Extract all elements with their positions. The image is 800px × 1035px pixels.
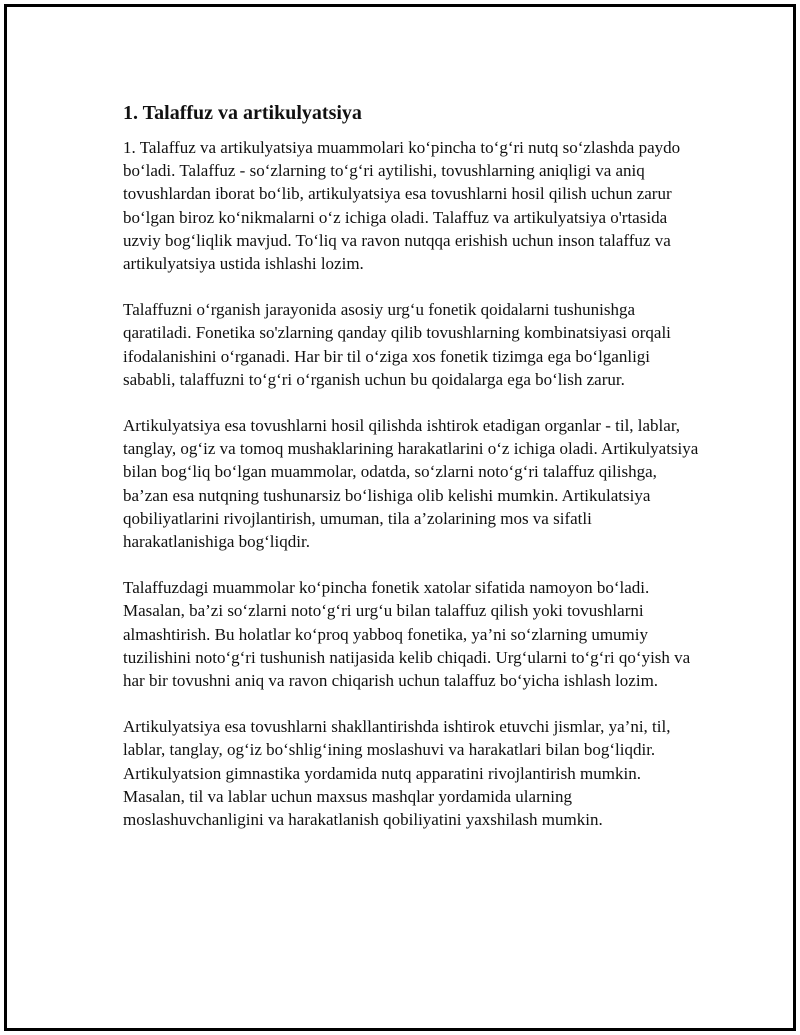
section-heading: 1. Talaffuz va artikulyatsiya [123,102,362,124]
document-body [123,99,703,854]
paragraph-4: Talaffuzdagi muammolar ko‘pincha fonetik xatolar sifatida namoyon bo‘ladi. Masalan, ba’zi so‘zlarni noto‘g‘ri urg‘u bilan talaffuz qilish yoki tovushlarni almashtirish. Bu holatlar ko‘proq yabboq fonetika, ya’ni so‘zlarning umumiy tuzilishini noto‘g‘ri tushunish natijasida kelib chiqadi. Urg‘ularni to‘g‘ri qo‘yish va har bir tovushni aniq va ravon chiqarish uchun talaffuz bo‘yicha ishlash lozim. [123,578,691,691]
paragraph-3: Artikulyatsiya esa tovushlarni hosil qilishda ishtirok etadigan organlar - til, lablar, tanglay, og‘iz va tomoq mushaklarining harakatlarini o‘z ichiga oladi. Artikulyatsiya bilan bog‘liq bo‘lgan muammolar, odatda, so‘zlarni noto‘g‘ri talaffuz qilishga, ba’zan esa nutqning tushunarsiz bo‘lishiga olib kelishi mumkin. Artikulatsiya qobiliyatlarini rivojlantirish, umuman, tila a’zolarining mos va sifatli harakatlanishiga bog‘liqdir. [123,416,699,552]
page-frame [4,4,796,1031]
paragraph-1: 1. Talaffuz va artikulyatsiya muammolari ko‘pincha to‘g‘ri nutq so‘zlashda paydo bo‘ladi. Talaffuz - so‘zlarning to‘g‘ri aytilishi, tovushlarning aniqligi va aniq tovushlardan iborat bo‘lib, artikulyatsiya esa tovushlarni hosil qilish uchun zarur bo‘lgan biroz ko‘nikmalarni o‘z ichiga oladi. Talaffuz va artikulyatsiya o'rtasida uzviy bog‘liqlik mavjud. To‘liq va ravon nutqqa erishish uchun inson talaffuz va artikulyatsiya ustida ishlashi lozim. [123,138,681,274]
paragraph-2: Talaffuzni o‘rganish jarayonida asosiy urg‘u fonetik qoidalarni tushunishga qaratiladi. Fonetika so'zlarning qanday qilib tovushlarning kombinatsiyasi orqali ifodalanishini o‘rganadi. Har bir til o‘ziga xos fonetik tizimga ega bo‘lganligi sababli, talaffuzni to‘g‘ri o‘rganish uchun bu qoidalarga ega bo‘lish zarur. [123,300,671,389]
paragraph-5: Artikulyatsiya esa tovushlarni shakllantirishda ishtirok etuvchi jismlar, ya’ni, til, lablar, tanglay, og‘iz bo‘shlig‘ining moslashuvi va harakatlari bilan bog‘liqdir. Artikulyatsion gimnastika yordamida nutq apparatini rivojlantirish mumkin. Masalan, til va lablar uchun maxsus mashqlar yordamida ularning moslashuvchanligini va harakatlanish qobiliyatini yaxshilash mumkin. [123,717,671,830]
